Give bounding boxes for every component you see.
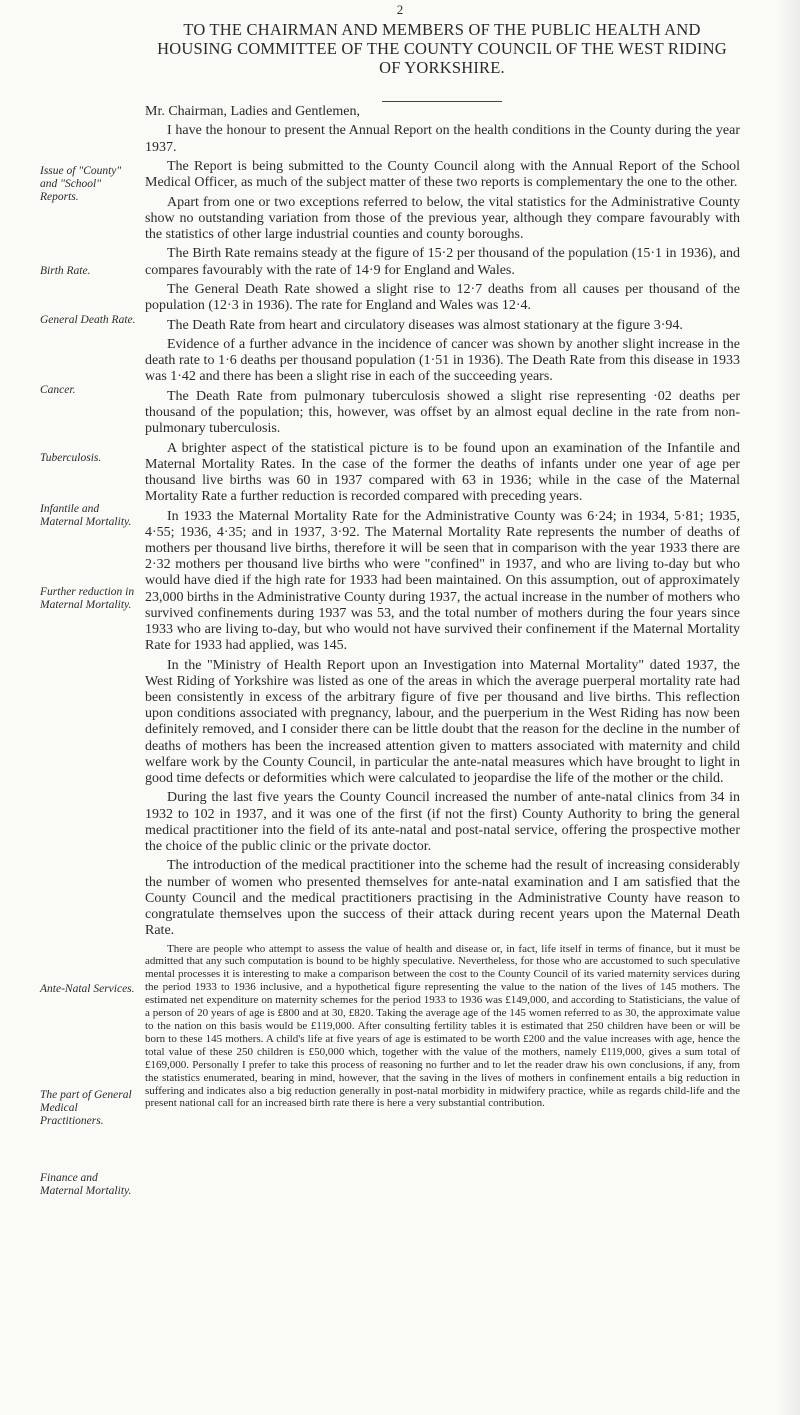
paragraph: Apart from one or two exceptions referred to below, the vital statistics for the Administrative County show no outstanding variation from those of the previous year, although they compare favourably with the statistics of other large industrial counties and county boroughs. (145, 194, 740, 242)
margin-note-maternal-reduction: Further reduction in Maternal Mortality. (40, 586, 135, 611)
margin-note-tuberculosis: Tuberculosis. (40, 452, 102, 464)
margin-note-cancer: Cancer. (40, 384, 76, 396)
paragraph: The introduction of the medical practitioner into the scheme had the result of increasing considerably the number of women who presented themselves for ante-natal examination and I am satisfied that the County Council and the medical practitioners practising in the Administrative County have reason to congratulate themselves upon the success of their attack during recent years upon the Maternal Death Rate. (145, 858, 740, 939)
margin-note-finance: Finance and Maternal Mortality. (40, 1172, 132, 1197)
page-edge-shadow (778, 0, 800, 1415)
paragraph: The General Death Rate showed a slight rise to 12·7 deaths from all causes per thousand of the population (12·3 in 1936). The rate for England and Wales was 12·4. (145, 281, 740, 314)
paragraph: The Death Rate from pulmonary tuberculosis showed a slight rise representing ·02 deaths per thousand of the population; this, however, was offset by an almost equal decline in the rate from non-pulmonary tuberculosis. (145, 388, 740, 437)
salutation: Mr. Chairman, Ladies and Gentlemen, (145, 104, 360, 119)
margin-note-general-death-rate: General Death Rate. (40, 314, 136, 326)
margin-note-birth-rate: Birth Rate. (40, 265, 91, 277)
margin-note-issue-reports: Issue of "County" and "School" Reports. (40, 165, 122, 203)
heading-divider (382, 101, 502, 102)
paragraph: In 1933 the Maternal Mortality Rate for the Administrative County was 6·24; in 1934, 5·81; 1935, 4·55; 1936, 4·35; and in 1937, 3·92. The Maternal Mortality Rate represents the number of deaths of mothers per thousand live births, therefore it will be seen that in comparison with the year 1933 there are 2·32 mothers per thousand live births who were "confined" in 1937, and who are living to-day but who would have died if the high rate for 1933 had been maintained. On this assumption, out of approximately 23,000 births in the Administrative County during 1937, the actual increase in the number of mothers who survived confinements during 1937 was 53, and the total number of mothers during the four years since 1933 who are living to-day, but who would not have survived their confinement if the Maternal Mortality Rate for 1933 had applied, was 145. (145, 508, 740, 654)
paragraph: A brighter aspect of the statistical picture is to be found upon an examination of the Infantile and Maternal Mortality Rates. In the case of the former the deaths of infants under one year of age per thousand live births was 60 in 1937 compared with 63 in 1936; while in the case of the Maternal Mortality Rate a further reduction is recorded compared with preceding years. (145, 440, 740, 505)
paragraph: In the "Ministry of Health Report upon an Investigation into Maternal Mortality" dated 1937, the West Riding of Yorkshire was listed as one of the areas in which the average puerperal mortality rate had been consistently in excess of the arbitrary figure of five per thousand and live births. This reflection upon conditions associated with pregnancy, labour, and the puerperium in the West Riding has now been definitely removed, and I consider there can be little doubt that the reason for the decline in the number of deaths of mothers has been the increased attention given to matters associated with maternity and child welfare work by the County Council, in particular the ante-natal measures which have brought to light in good time defects or deformities which were calculated to jeopardise the life of the mother or the child. (145, 657, 740, 786)
page-number: 2 (396, 2, 404, 17)
paragraph: The Death Rate from heart and circulatory diseases was almost stationary at the figure 3·94. (167, 317, 683, 333)
paragraph: I have the honour to present the Annual Report on the health conditions in the County during the year 1937. (145, 123, 740, 155)
paragraph: During the last five years the County Council increased the number of ante-natal clinics from 34 in 1932 to 102 in 1937, and it was one of the first (if not the first) County Authority to bring the general medical practitioner into the field of its ante-natal and post-natal service, offering the prospective mother the choice of the public clinic or the private doctor. (145, 790, 740, 854)
paragraph: The Report is being submitted to the County Council along with the Annual Report of the School Medical Officer, as much of the subject matter of these two reports is complementary the one to the other. (145, 158, 740, 191)
margin-note-general-practitioners: The part of General Medical Practitioners. (40, 1089, 132, 1127)
paragraph: The Birth Rate remains steady at the figure of 15·2 per thousand of the population (15·1 in 1936), and compares favourably with the rate of 14·9 for England and Wales. (145, 246, 740, 278)
report-body (145, 104, 740, 1114)
margin-note-infantile-maternal: Infantile and Maternal Mortality. (40, 503, 132, 528)
finance-paragraph: There are people who attempt to assess the value of health and disease or, in fact, life itself in terms of finance, but it must be admitted that any such computation is bound to be highly speculative. Nevertheless, for those who are accustomed to such speculative mental processes it is interesting to make a comparison between the cost to the County Council of its varied maternity services during the period 1933 to 1936 inclusive, and a hypothetical figure representing the value to the nation of the lives of 145 mothers. The estimated net expenditure on maternity schemes for the period 1933 to 1936 was £149,000, and according to Statisticians, the value of a person of 20 years of age is £800 and at 30, £820. Taking the average age of the 145 women referred to as 30, the approximate value to the nation on this basis would be £119,000. After consulting fertility tables it is estimated that 250 children have been or will be born to these 145 mothers. A child's life at five years of age is estimated to be worth £200 and the value increases with age, hence the total value of these 250 children is £50,000 which, together with the value of the mothers, namely £119,000, gives a sum total of £169,000. Personally I prefer to take this process of reasoning no further and to let the reader draw his own conclusions, if any, from the statistics enumerated, bearing in mind, however, that the saving in the lives of mothers in confinement entails a big reduction in suffering and indicates also a big reduction generally in post-natal morbidity in midwifery practice, while as regards child-life and the present national call for an increased birth rate there is here a very substantial contribution. (145, 942, 740, 1110)
margin-note-ante-natal: Ante-Natal Services. (40, 983, 135, 995)
paragraph: Evidence of a further advance in the incidence of cancer was shown by another slight increase in the death rate to 1·6 deaths per thousand population (1·51 in 1936). The Death Rate from this disease in 1933 was 1·42 and there has been a slight rise in each of the succeeding years. (145, 336, 740, 385)
page-title: TO THE CHAIRMAN AND MEMBERS OF THE PUBLIC HEALTH AND HOUSING COMMITTEE OF THE COUNTY COUNCIL OF THE WEST RIDING OF YORKSHIRE. (157, 20, 727, 77)
